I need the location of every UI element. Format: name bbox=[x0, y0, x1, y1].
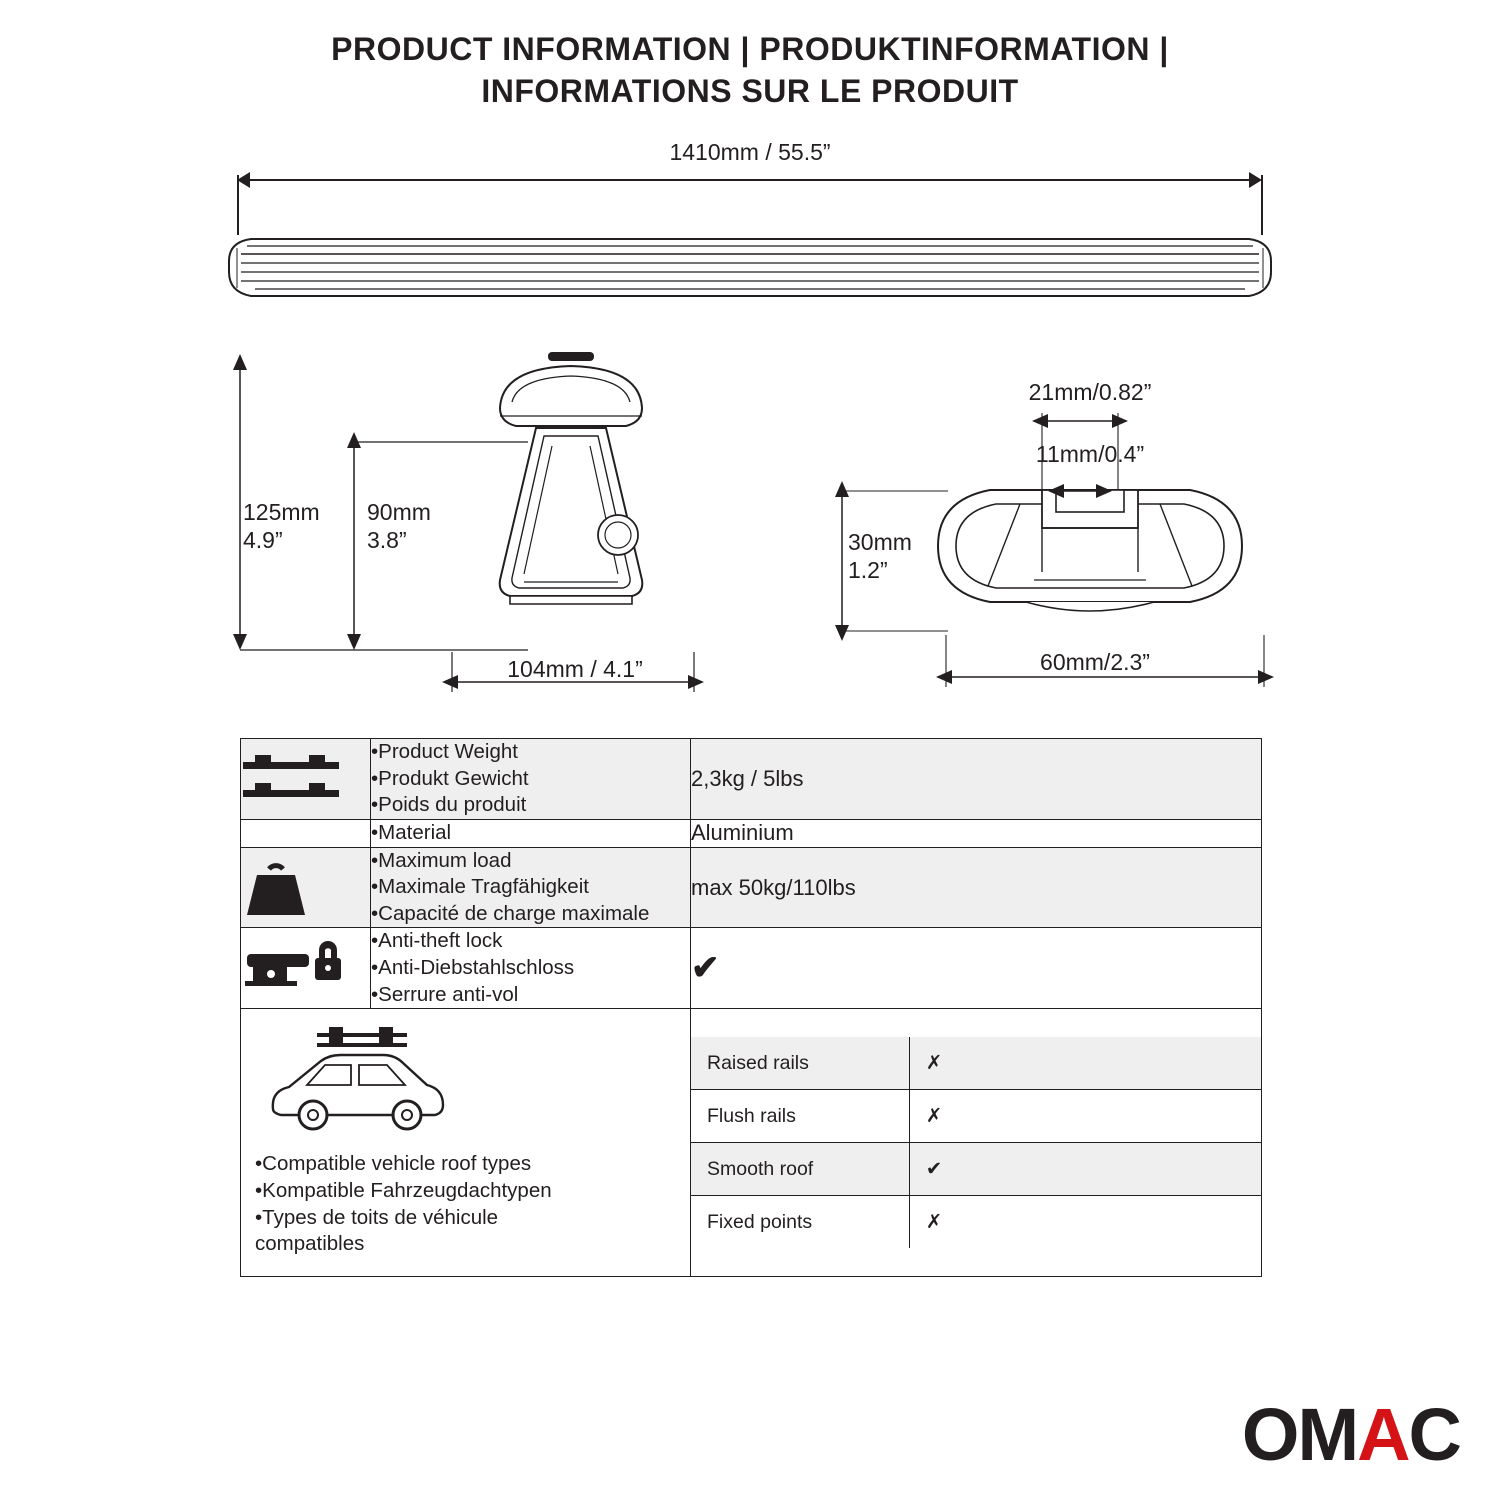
weight-icon bbox=[241, 847, 371, 928]
foot-width-label: 104mm / 4.1” bbox=[507, 656, 643, 682]
label-fr-cont: compatibles bbox=[255, 1232, 365, 1256]
profile-height-line2: 1.2” bbox=[848, 557, 888, 584]
crossbars-icon bbox=[241, 739, 371, 820]
roof-type-name: Fixed points bbox=[691, 1196, 909, 1249]
specification-table bbox=[240, 738, 1262, 1277]
profile-height-label bbox=[848, 528, 912, 584]
table-row bbox=[241, 819, 1262, 847]
foot-height-inner-label bbox=[367, 498, 431, 554]
profile-width-label: 60mm/2.3” bbox=[1040, 649, 1150, 675]
logo-letter-o: O bbox=[1241, 1393, 1298, 1476]
anti-theft-labels bbox=[371, 928, 691, 1009]
profile-height-line1: 30mm bbox=[848, 529, 912, 555]
max-load-labels bbox=[371, 847, 691, 928]
material-value: Aluminium bbox=[691, 819, 1262, 847]
bar-length-label: 1410mm / 55.5” bbox=[669, 139, 831, 165]
foot-height-inner-line2: 3.8” bbox=[367, 527, 407, 554]
label-en: •Product Weight bbox=[371, 740, 518, 763]
label-fr: •Capacité de charge maximale bbox=[371, 901, 650, 925]
page-title-line1: PRODUCT INFORMATION | PRODUKTINFORMATION | bbox=[331, 31, 1169, 67]
bar-length-dimension-arrow bbox=[237, 170, 1262, 190]
label-en: •Maximum load bbox=[371, 848, 512, 872]
product-weight-value: 2,3kg / 5lbs bbox=[691, 739, 1262, 820]
foot-height-total-label bbox=[243, 498, 320, 554]
profile-inner-slot-label: 11mm/0.4” bbox=[1035, 441, 1145, 467]
list-item bbox=[691, 1196, 1261, 1249]
label-de: •Produkt Gewicht bbox=[371, 766, 529, 790]
table-row bbox=[241, 928, 1262, 1009]
label-fr: •Poids du produit bbox=[371, 793, 527, 817]
car-with-rack-icon bbox=[241, 1009, 690, 1145]
profile-top-slot-label: 21mm/0.82” bbox=[1028, 379, 1152, 405]
product-weight-labels bbox=[371, 739, 691, 820]
roof-type-mark: ✗ bbox=[909, 1037, 1261, 1090]
logo-letter-m: M bbox=[1297, 1393, 1358, 1476]
lock-icon bbox=[241, 928, 371, 1009]
roof-type-name: Smooth roof bbox=[691, 1143, 909, 1196]
list-item bbox=[691, 1143, 1261, 1196]
roof-type-mark: ✗ bbox=[909, 1196, 1261, 1249]
label-en: •Material bbox=[371, 820, 452, 844]
omac-logo bbox=[1241, 1393, 1460, 1476]
foot-height-inner-line1: 90mm bbox=[367, 499, 431, 525]
label-en: •Compatible vehicle roof types bbox=[255, 1152, 532, 1176]
list-item bbox=[691, 1037, 1261, 1090]
foot-height-total-line1: 125mm bbox=[243, 499, 320, 525]
table-row bbox=[241, 739, 1262, 820]
max-load-value: max 50kg/110lbs bbox=[691, 847, 1262, 928]
page-title-line2: INFORMATIONS SUR LE PRODUIT bbox=[481, 73, 1019, 110]
material-labels bbox=[371, 819, 691, 847]
label-fr: •Serrure anti-vol bbox=[371, 982, 519, 1006]
roof-type-name: Flush rails bbox=[691, 1090, 909, 1143]
logo-letter-a: A bbox=[1357, 1393, 1409, 1476]
label-de: •Anti-Diebstahlschloss bbox=[371, 956, 575, 980]
logo-letter-c: C bbox=[1408, 1393, 1460, 1476]
roof-type-name: Raised rails bbox=[691, 1037, 909, 1090]
label-fr: •Types de toits de véhicule bbox=[255, 1205, 499, 1229]
roof-types-subtable bbox=[691, 1037, 1261, 1248]
table-row bbox=[241, 1009, 1262, 1277]
crossbar-side-view-drawing bbox=[225, 218, 1275, 313]
label-de: •Kompatible Fahrzeugdachtypen bbox=[255, 1179, 552, 1203]
label-en: •Anti-theft lock bbox=[371, 929, 503, 953]
anti-theft-value: ✔ bbox=[691, 928, 1262, 1009]
material-icon-cell bbox=[241, 819, 371, 847]
list-item bbox=[691, 1090, 1261, 1143]
roof-types-labels bbox=[241, 1145, 690, 1276]
foot-height-total-line2: 4.9” bbox=[243, 527, 283, 554]
roof-type-mark: ✔ bbox=[909, 1143, 1261, 1196]
label-de: •Maximale Tragfähigkeit bbox=[371, 875, 589, 899]
roof-types-cell bbox=[241, 1009, 691, 1277]
table-row bbox=[241, 847, 1262, 928]
roof-type-mark: ✗ bbox=[909, 1090, 1261, 1143]
roof-types-matrix bbox=[691, 1009, 1262, 1277]
arrow-line bbox=[247, 179, 1252, 181]
page-title bbox=[0, 28, 1500, 112]
